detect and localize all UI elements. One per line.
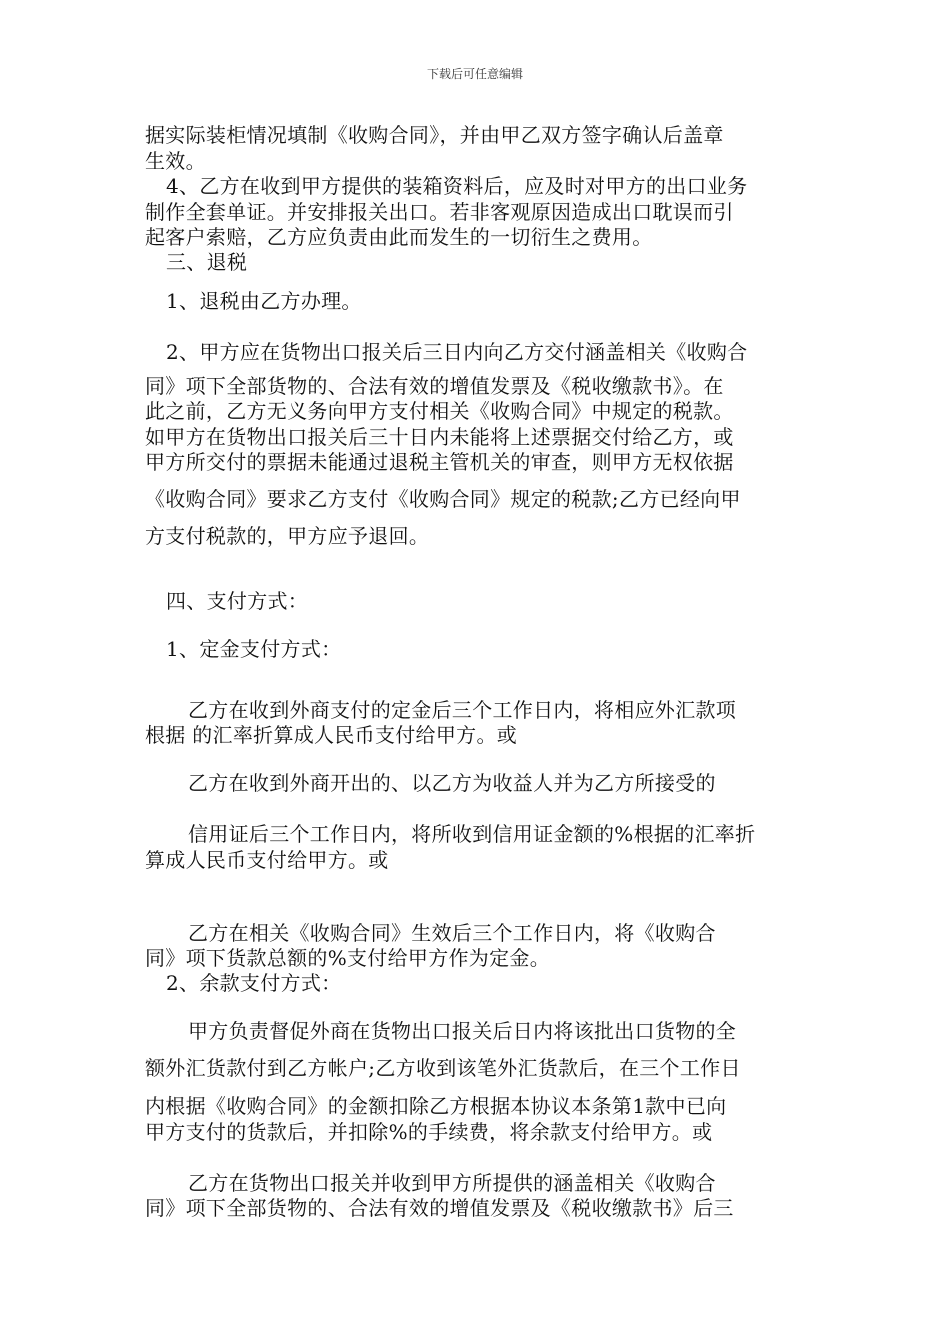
- body-line: 1、定金支付方式：: [166, 637, 342, 661]
- body-line: 4、乙方在收到甲方提供的装箱资料后，应及时对甲方的出口业务: [166, 174, 748, 198]
- body-line: 同》项下全部货物的、合法有效的增值发票及《税收缴款书》后三: [145, 1196, 734, 1220]
- body-line: 2、甲方应在货物出口报关后三日内向乙方交付涵盖相关《收购合: [166, 340, 748, 364]
- body-line: 乙方在收到外商支付的定金后三个工作日内，将相应外汇款项: [188, 698, 737, 722]
- body-line: 甲方支付的货款后，并扣除%的手续费，将余款支付给甲方。或: [145, 1120, 713, 1144]
- body-line: 生效。: [145, 149, 206, 173]
- body-line: 甲方负责督促外商在货物出口报关后日内将该批出口货物的全: [188, 1019, 737, 1043]
- body-line: 如甲方在货物出口报关后三十日内未能将上述票据交付给乙方，或: [145, 425, 734, 449]
- section-heading: 三、退税: [166, 250, 248, 274]
- body-line: 乙方在收到外商开出的、以乙方为收益人并为乙方所接受的: [188, 771, 716, 795]
- body-line: 乙方在相关《收购合同》生效后三个工作日内，将《收购合: [188, 921, 716, 945]
- body-line: 方支付税款的，甲方应予退回。: [145, 524, 430, 548]
- body-line: 据实际装柜情况填制《收购合同》，并由甲乙双方签字确认后盖章: [145, 123, 724, 147]
- body-line: 根据 的汇率折算成人民币支付给甲方。或: [145, 723, 518, 747]
- body-line: 同》项下全部货物的、合法有效的增值发票及《税收缴款书》。在: [145, 374, 724, 398]
- page-header: 下载后可任意编辑: [426, 67, 523, 81]
- body-line: 起客户索赔，乙方应负责由此而发生的一切衍生之费用。: [145, 225, 653, 249]
- body-line: 额外汇货款付到乙方帐户;乙方收到该笔外汇货款后，在三个工作日: [145, 1056, 741, 1080]
- body-line: 甲方所交付的票据未能通过退税主管机关的审查，则甲方无权依据: [145, 450, 734, 474]
- body-line: 1、退税由乙方办理。: [166, 289, 362, 313]
- body-line: 内根据《收购合同》的金额扣除乙方根据本协议本条第1款中已向: [145, 1094, 727, 1118]
- body-line: 2、余款支付方式：: [166, 971, 342, 995]
- body-line: 《收购合同》要求乙方支付《收购合同》规定的税款;乙方已经向甲: [145, 487, 741, 511]
- body-line: 制作全套单证。并安排报关出口。若非客观原因造成出口耽误而引: [145, 200, 734, 224]
- body-line: 同》项下货款总额的%支付给甲方作为定金。: [145, 946, 551, 970]
- body-line: 信用证后三个工作日内，将所收到信用证金额的%根据的汇率折: [188, 822, 756, 846]
- body-line: 算成人民币支付给甲方。或: [145, 848, 389, 872]
- section-heading: 四、支付方式：: [166, 589, 309, 613]
- body-line: 此之前，乙方无义务向甲方支付相关《收购合同》中规定的税款。: [145, 399, 734, 423]
- body-line: 乙方在货物出口报关并收到甲方所提供的涵盖相关《收购合: [188, 1171, 716, 1195]
